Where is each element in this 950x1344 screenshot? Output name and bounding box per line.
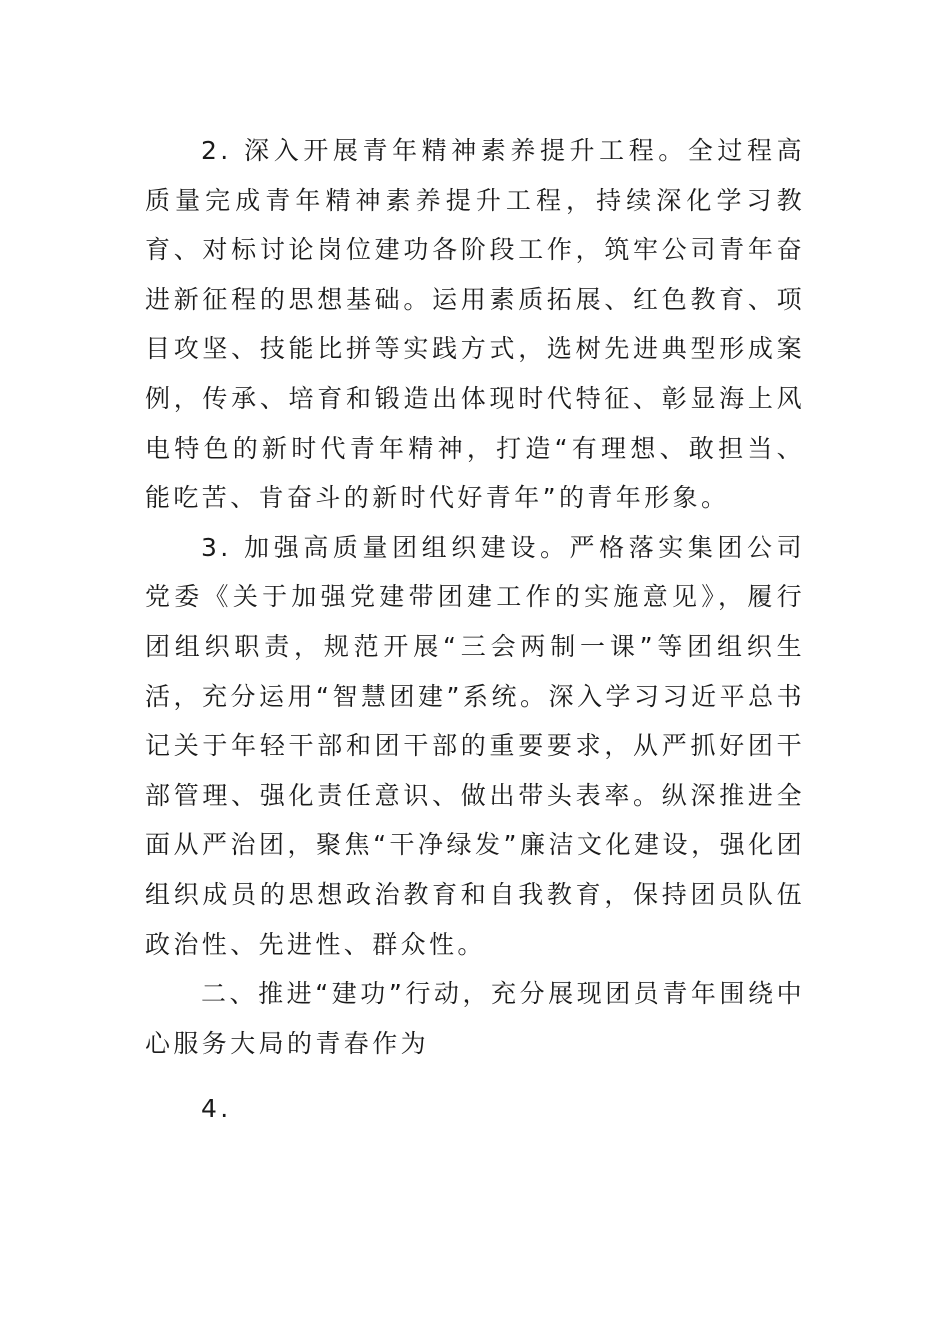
document-body	[145, 126, 805, 1134]
paragraph-item-4: 4.	[201, 1094, 232, 1124]
section-heading-2: 二、推进“建功”行动，充分展现团员青年围绕中心服务大局的青春作为	[145, 979, 805, 1058]
paragraph-item-3: 3. 加强高质量团组织建设。严格落实集团公司党委《关于加强党建带团建工作的实施意见》，履行团组织职责，规范开展“三会两制一课”等团组织生活，充分运用“智慧团建”系统。深入学习习近平总书记关于年轻干部和团干部的重要要求，从严抓好团干部管理、强化责任意识、做出带头表率。纵深推进全面从严治团，聚焦“干净绿发”廉洁文化建设，强化团组织成员的思想政治教育和自我教育，保持团员队伍政治性、先进性、群众性。	[145, 532, 805, 959]
paragraph-item-2: 2. 深入开展青年精神素养提升工程。全过程高质量完成青年精神素养提升工程，持续深化学习教育、对标讨论岗位建功各阶段工作，筑牢公司青年奋进新征程的思想基础。运用素质拓展、红色教育、项目攻坚、技能比拼等实践方式，选树先进典型形成案例，传承、培育和锻造出体现时代特征、彰显海上风电特色的新时代青年精神，打造“有理想、敢担当、能吃苦、肯奋斗的新时代好青年”的青年形象。	[145, 136, 805, 513]
